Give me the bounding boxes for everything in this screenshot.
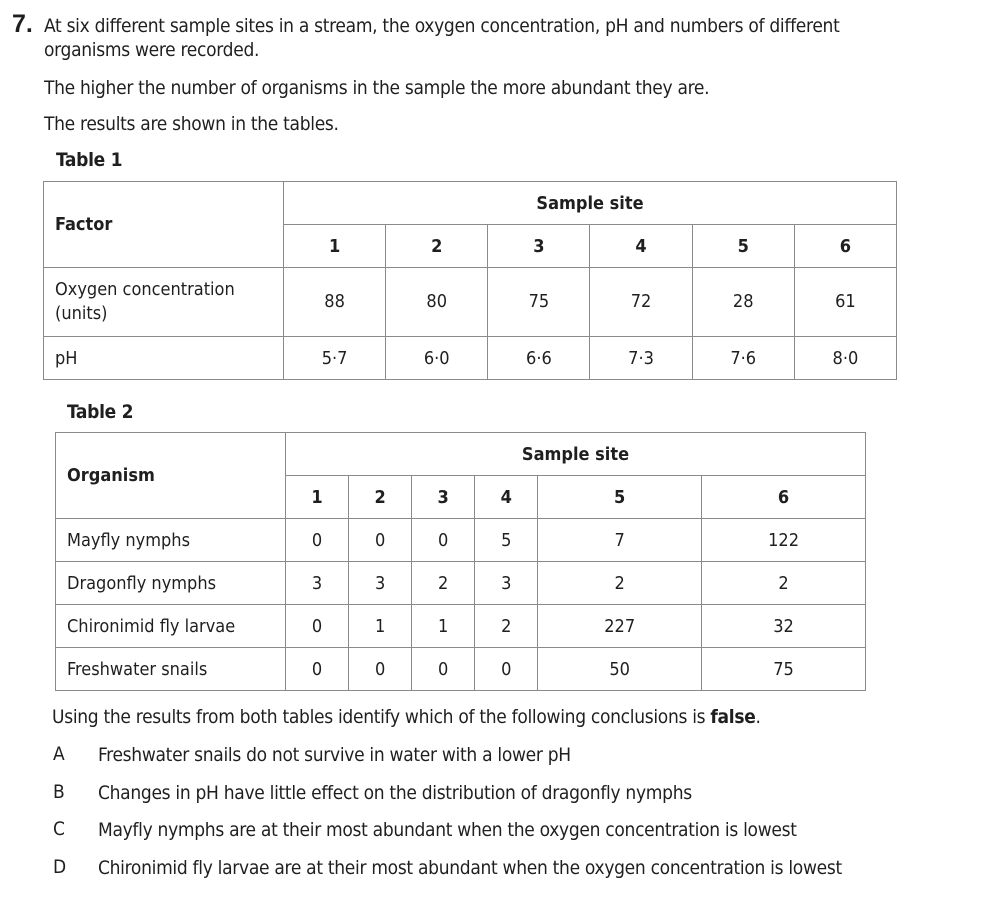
- table2-site-header: 4: [475, 476, 538, 519]
- table-cell: 8·0: [794, 337, 896, 380]
- table-cell: 2: [702, 562, 866, 605]
- table-row: [56, 562, 866, 605]
- table-cell: 122: [702, 519, 866, 562]
- row-label: Oxygen concentration (units): [44, 268, 284, 337]
- table1-corner-header: Factor: [44, 182, 284, 268]
- table-cell: 3: [349, 562, 412, 605]
- table-cell: 72: [590, 268, 692, 337]
- question-prompt: [52, 706, 761, 728]
- table1-site-header: 4: [590, 225, 692, 268]
- table1-factors: [43, 181, 897, 380]
- row-label: Mayfly nymphs: [56, 519, 286, 562]
- table-row: [44, 268, 897, 337]
- table-cell: 7: [538, 519, 702, 562]
- table-cell: 2: [475, 605, 538, 648]
- table-cell: 0: [286, 605, 349, 648]
- table2-caption: Table 2: [67, 401, 134, 423]
- option-letter: A: [53, 743, 65, 765]
- table-row: [56, 648, 866, 691]
- table2-site-header: 3: [412, 476, 475, 519]
- table2-site-header: 5: [538, 476, 702, 519]
- option-letter: D: [53, 856, 66, 878]
- table-row: [56, 605, 866, 648]
- table-cell: 227: [538, 605, 702, 648]
- table-row: [44, 337, 897, 380]
- table2-group-header: Sample site: [286, 433, 866, 476]
- table1-site-header: 6: [794, 225, 896, 268]
- table2-corner-header: Organism: [56, 433, 286, 519]
- table-cell: 0: [412, 519, 475, 562]
- row-label: pH: [44, 337, 284, 380]
- table-cell: 28: [692, 268, 794, 337]
- prompt-text: Using the results from both tables identify which of the following conclusions is: [52, 706, 711, 728]
- question-lead: The results are shown in the tables.: [44, 113, 339, 135]
- table-cell: 1: [412, 605, 475, 648]
- table-cell: 5·7: [284, 337, 386, 380]
- option-text: Changes in pH have little effect on the distribution of dragonfly nymphs: [98, 782, 692, 804]
- question-number: 7.: [12, 10, 33, 38]
- table-cell: 75: [488, 268, 590, 337]
- table-row: [56, 519, 866, 562]
- table-cell: 6·0: [386, 337, 488, 380]
- table1-group-header: Sample site: [284, 182, 897, 225]
- table-cell: 2: [412, 562, 475, 605]
- row-label: Freshwater snails: [56, 648, 286, 691]
- table-cell: 32: [702, 605, 866, 648]
- table1-site-header: 5: [692, 225, 794, 268]
- option-letter: C: [53, 818, 65, 840]
- table-cell: 6·6: [488, 337, 590, 380]
- table-cell: 7·6: [692, 337, 794, 380]
- table-cell: 0: [286, 648, 349, 691]
- table-cell: 7·3: [590, 337, 692, 380]
- table1-site-header: 3: [488, 225, 590, 268]
- table2-site-header: 1: [286, 476, 349, 519]
- table-cell: 0: [349, 519, 412, 562]
- table-cell: 80: [386, 268, 488, 337]
- option-text: Freshwater snails do not survive in water with a lower pH: [98, 744, 571, 766]
- table-cell: 3: [286, 562, 349, 605]
- question-note: The higher the number of organisms in the sample the more abundant they are.: [44, 77, 710, 99]
- prompt-end: .: [755, 706, 761, 728]
- table-cell: 0: [349, 648, 412, 691]
- table1-caption: Table 1: [56, 149, 123, 171]
- option-text: Mayfly nymphs are at their most abundant when the oxygen concentration is lowest: [98, 819, 797, 841]
- prompt-emphasis: false: [710, 706, 756, 728]
- option-letter: B: [53, 781, 65, 803]
- table-cell: 61: [794, 268, 896, 337]
- row-label: Chironimid fly larvae: [56, 605, 286, 648]
- table-cell: 2: [538, 562, 702, 605]
- table1-site-header: 2: [386, 225, 488, 268]
- table-cell: 5: [475, 519, 538, 562]
- table-cell: 1: [349, 605, 412, 648]
- table-cell: 88: [284, 268, 386, 337]
- table1-site-header: 1: [284, 225, 386, 268]
- row-label: Dragonfly nymphs: [56, 562, 286, 605]
- table-cell: 50: [538, 648, 702, 691]
- question-intro: At six different sample sites in a stream, the oxygen concentration, pH and numbers of different organisms were recorded.: [44, 15, 840, 61]
- table-cell: 0: [475, 648, 538, 691]
- table-cell: 3: [475, 562, 538, 605]
- table-cell: 0: [286, 519, 349, 562]
- table2-organisms: [55, 432, 866, 691]
- table2-site-header: 2: [349, 476, 412, 519]
- table-cell: 75: [702, 648, 866, 691]
- table-cell: 0: [412, 648, 475, 691]
- option-text: Chironimid fly larvae are at their most abundant when the oxygen concentration is lowest: [98, 857, 842, 879]
- table2-site-header: 6: [702, 476, 866, 519]
